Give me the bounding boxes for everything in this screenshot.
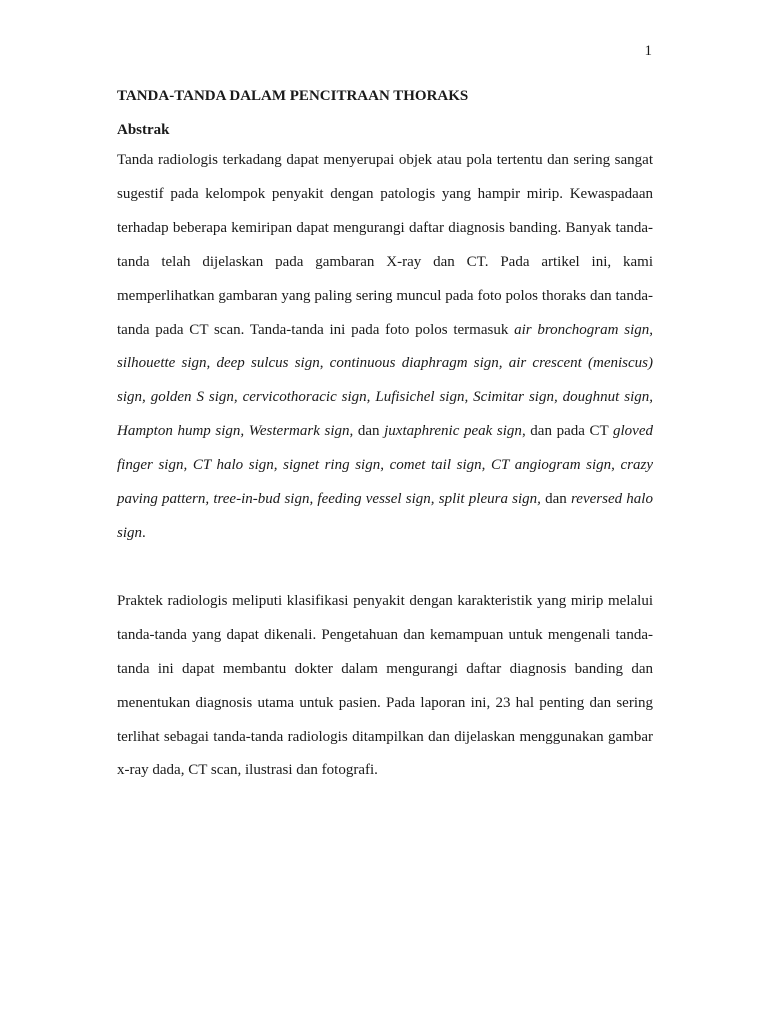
abstract-text-run: . xyxy=(142,524,146,541)
abstract-text-run: , xyxy=(319,355,330,372)
abstract-italic-run: air bronchogram sign, silhouette sign, deep sulcus sign xyxy=(117,321,653,372)
abstract-text-run: , dan pada CT xyxy=(521,423,614,440)
abstract-text-run: Tanda radiologis terkadang dapat menyerupai objek atau pola tertentu dan sering sangat sugestif pada kelompok penyakit dengan patologis yang hampir mirip. Kewaspadaan terhadap beberapa kemiripan dapat mengurangi daftar diagnosis banding. Banyak tanda-tanda telah dijelaskan pada gambaran X-ray dan CT. Pada artikel ini, kami memperlihatkan gambaran yang paling sering muncul pada foto polos thoraks dan tanda-tanda pada CT scan. Tanda-tanda ini pada foto polos termasuk xyxy=(117,152,653,338)
abstract-italic-run: gloved finger sign, CT halo sign, signet ring sign, comet tail sign, CT angiogram sign, crazy paving pattern, tree-in-bud sign, feeding vessel sign, split pleura sign, xyxy=(117,423,653,508)
abstract-italic-run: juxtaphrenic peak sign xyxy=(384,423,522,440)
abstract-italic-run: reversed halo sign xyxy=(117,491,653,541)
body-paragraph: Praktek radiologis meliputi klasifikasi penyakit dengan karakteristik yang mirip melalui tanda-tanda yang dapat dikenali. Pengetahuan dan kemampuan untuk mengenali tanda-tanda ini dapat membantu dokter dalam mengurangi daftar diagnosis banding dan menentukan diagnosis utama untuk pasien. Pada laporan ini, 23 hal penting dan sering terlihat sebagai tanda-tanda radiologis ditampilkan dan dijelaskan menggunakan gambar x-ray dada, CT scan, ilustrasi dan fotografi. xyxy=(117,592,653,779)
document-title: TANDA-TANDA DALAM PENCITRAAN THORAKS xyxy=(117,88,469,104)
page-number: 1 xyxy=(644,43,652,59)
abstract-text-run: dan xyxy=(353,423,385,440)
abstract-heading: Abstrak xyxy=(117,122,170,138)
abstract-paragraph xyxy=(117,144,653,551)
abstract-italic-run: continuous diaphragm sign, air crescent (meniscus) sign, golden S sign, cervicothoracic sign, Lufisichel sign, Scimitar sign, doughnut sign, Hampton hump sign, Westermark sign, xyxy=(117,355,654,440)
abstract-text-run: dan xyxy=(540,491,572,508)
document-body xyxy=(117,86,653,788)
